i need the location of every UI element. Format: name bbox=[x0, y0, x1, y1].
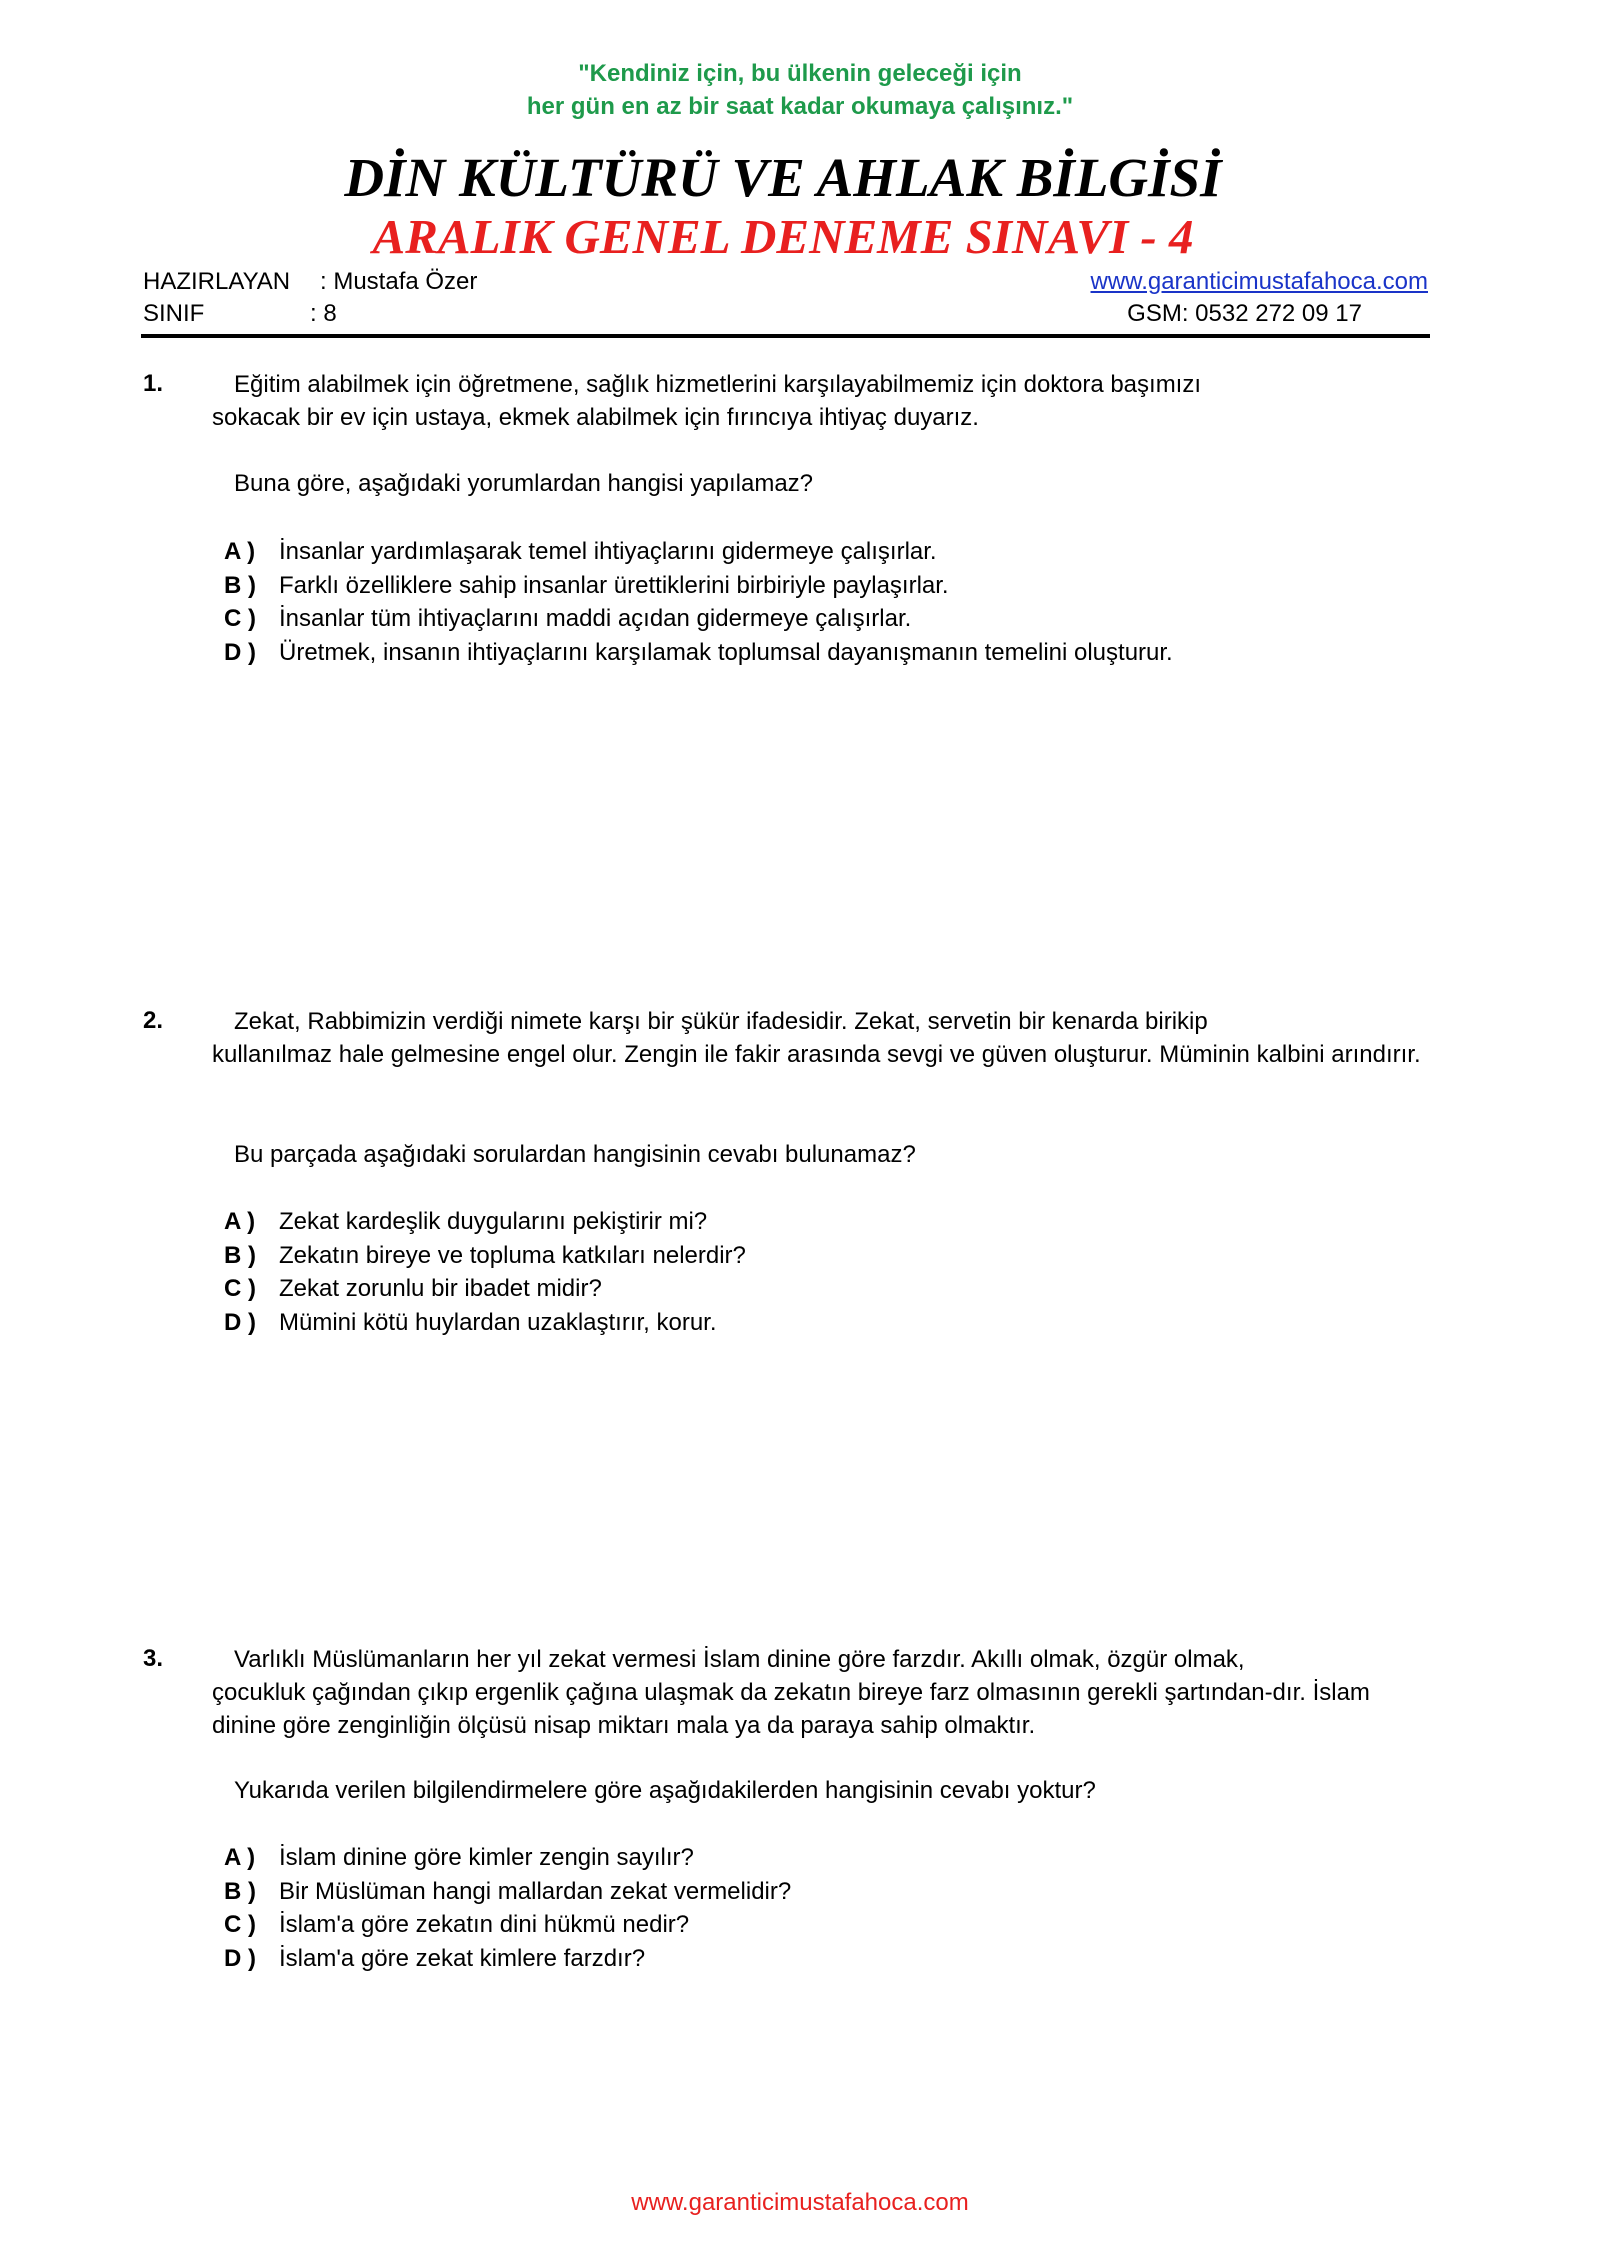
question-3-prompt: Yukarıda verilen bilgilendirmelere göre aşağıdakilerden hangisinin cevabı yoktur? bbox=[234, 1777, 1096, 1804]
option-c[interactable] bbox=[224, 1272, 746, 1306]
question-1-prompt: Buna göre, aşağıdaki yorumlardan hangisi yapılamaz? bbox=[234, 470, 814, 497]
exam-subtitle: ARALIK GENEL DENEME SINAVI - 4 bbox=[372, 209, 1194, 264]
option-b[interactable] bbox=[224, 569, 1173, 603]
page-title: DİN KÜLTÜRÜ VE AHLAK BİLGİSİ bbox=[344, 147, 1222, 208]
question-1-text-continued: sokacak bir ev için ustaya, ekmek alabilmek için fırıncıya ihtiyaç duyarız. bbox=[212, 404, 979, 431]
option-label: B ) bbox=[224, 1877, 256, 1905]
question-3-options bbox=[224, 1841, 791, 1975]
gsm-number: GSM: 0532 272 09 17 bbox=[1127, 300, 1362, 327]
option-label: B ) bbox=[224, 1241, 256, 1269]
option-text: İnsanlar tüm ihtiyaçlarını maddi açıdan gidermeye çalışırlar. bbox=[279, 605, 912, 632]
option-text: Zekat zorunlu bir ibadet midir? bbox=[279, 1275, 602, 1302]
option-a[interactable] bbox=[224, 1205, 746, 1239]
option-d[interactable] bbox=[224, 636, 1173, 670]
prepared-by-value: : Mustafa Özer bbox=[320, 268, 478, 295]
option-a[interactable] bbox=[224, 535, 1173, 569]
question-3-text-line: Varlıklı Müslümanların her yıl zekat vermesi İslam dinine göre farzdır. Akıllı olmak, özgür olmak, bbox=[234, 1646, 1245, 1673]
header-divider bbox=[141, 334, 1430, 338]
question-1-number: 1. bbox=[143, 370, 164, 397]
footer-website[interactable]: www.garanticimustafahoca.com bbox=[631, 2189, 969, 2216]
option-d[interactable] bbox=[224, 1942, 791, 1976]
website-link[interactable]: www.garanticimustafahoca.com bbox=[1090, 268, 1428, 295]
option-text: Üretmek, insanın ihtiyaçlarını karşılamak toplumsal dayanışmanın temelini oluşturur. bbox=[279, 638, 1173, 666]
motto-line-1: "Kendiniz için, bu ülkenin geleceği için bbox=[578, 60, 1022, 87]
question-3-number: 3. bbox=[143, 1645, 164, 1672]
option-label: A ) bbox=[224, 1844, 256, 1871]
class-value: : 8 bbox=[310, 300, 337, 327]
question-3-text bbox=[212, 1643, 1432, 1742]
question-2-text-line: Zekat, Rabbimizin verdiği nimete karşı bir şükür ifadesidir. Zekat, servetin bir kenarda birikip bbox=[234, 1008, 1208, 1035]
option-c[interactable] bbox=[224, 1908, 791, 1942]
motto-line-2: her gün en az bir saat kadar okumaya çalışınız." bbox=[526, 93, 1074, 120]
question-2-prompt: Bu parçada aşağıdaki sorulardan hangisinin cevabı bulunamaz? bbox=[234, 1141, 916, 1168]
option-label: B ) bbox=[224, 571, 256, 599]
option-text: Zekat kardeşlik duygularını pekiştirir mi? bbox=[279, 1208, 708, 1235]
option-d[interactable] bbox=[224, 1306, 746, 1340]
option-label: C ) bbox=[224, 1911, 256, 1938]
option-text: İslam'a göre zekatın dini hükmü nedir? bbox=[279, 1911, 690, 1938]
option-b[interactable] bbox=[224, 1239, 746, 1273]
question-1-text-line: Eğitim alabilmek için öğretmene, sağlık hizmetlerini karşılayabilmemiz için doktora başımızı bbox=[234, 371, 1202, 398]
question-3-text-continued: çocukluk çağından çıkıp ergenlik çağına ulaşmak da zekatın bireye farz olmasının gerekli şartından-dır. İslam dinine göre zenginliğin ölçüsü nisap miktarı mala ya da paraya sahip olmaktır. bbox=[212, 1679, 1370, 1739]
option-label: A ) bbox=[224, 538, 256, 565]
question-1-options bbox=[224, 535, 1173, 669]
option-text: Bir Müslüman hangi mallardan zekat vermelidir? bbox=[279, 1877, 792, 1905]
question-2-text bbox=[212, 1005, 1432, 1071]
option-a[interactable] bbox=[224, 1841, 791, 1875]
option-text: Zekatın bireye ve topluma katkıları nelerdir? bbox=[279, 1241, 746, 1269]
question-1-text bbox=[212, 368, 1432, 434]
question-2-options bbox=[224, 1205, 746, 1339]
option-text: İslam'a göre zekat kimlere farzdır? bbox=[279, 1944, 646, 1972]
option-label: D ) bbox=[224, 638, 256, 666]
option-text: İslam dinine göre kimler zengin sayılır? bbox=[279, 1844, 694, 1871]
option-label: C ) bbox=[224, 605, 256, 632]
option-label: D ) bbox=[224, 1944, 256, 1972]
option-label: D ) bbox=[224, 1308, 256, 1336]
question-2-number: 2. bbox=[143, 1007, 164, 1034]
option-b[interactable] bbox=[224, 1875, 791, 1909]
option-text: İnsanlar yardımlaşarak temel ihtiyaçlarını gidermeye çalışırlar. bbox=[279, 538, 937, 565]
class-label: SINIF bbox=[143, 300, 205, 327]
option-text: Mümini kötü huylardan uzaklaştırır, korur. bbox=[279, 1308, 717, 1336]
prepared-by-label: HAZIRLAYAN bbox=[143, 268, 291, 295]
option-text: Farklı özelliklere sahip insanlar ürettiklerini birbiriyle paylaşırlar. bbox=[279, 571, 949, 599]
option-label: A ) bbox=[224, 1208, 256, 1235]
option-label: C ) bbox=[224, 1275, 256, 1302]
option-c[interactable] bbox=[224, 602, 1173, 636]
question-2-text-continued: kullanılmaz hale gelmesine engel olur. Zengin ile fakir arasında sevgi ve güven oluşturur. Müminin kalbini arındırır. bbox=[212, 1041, 1421, 1068]
